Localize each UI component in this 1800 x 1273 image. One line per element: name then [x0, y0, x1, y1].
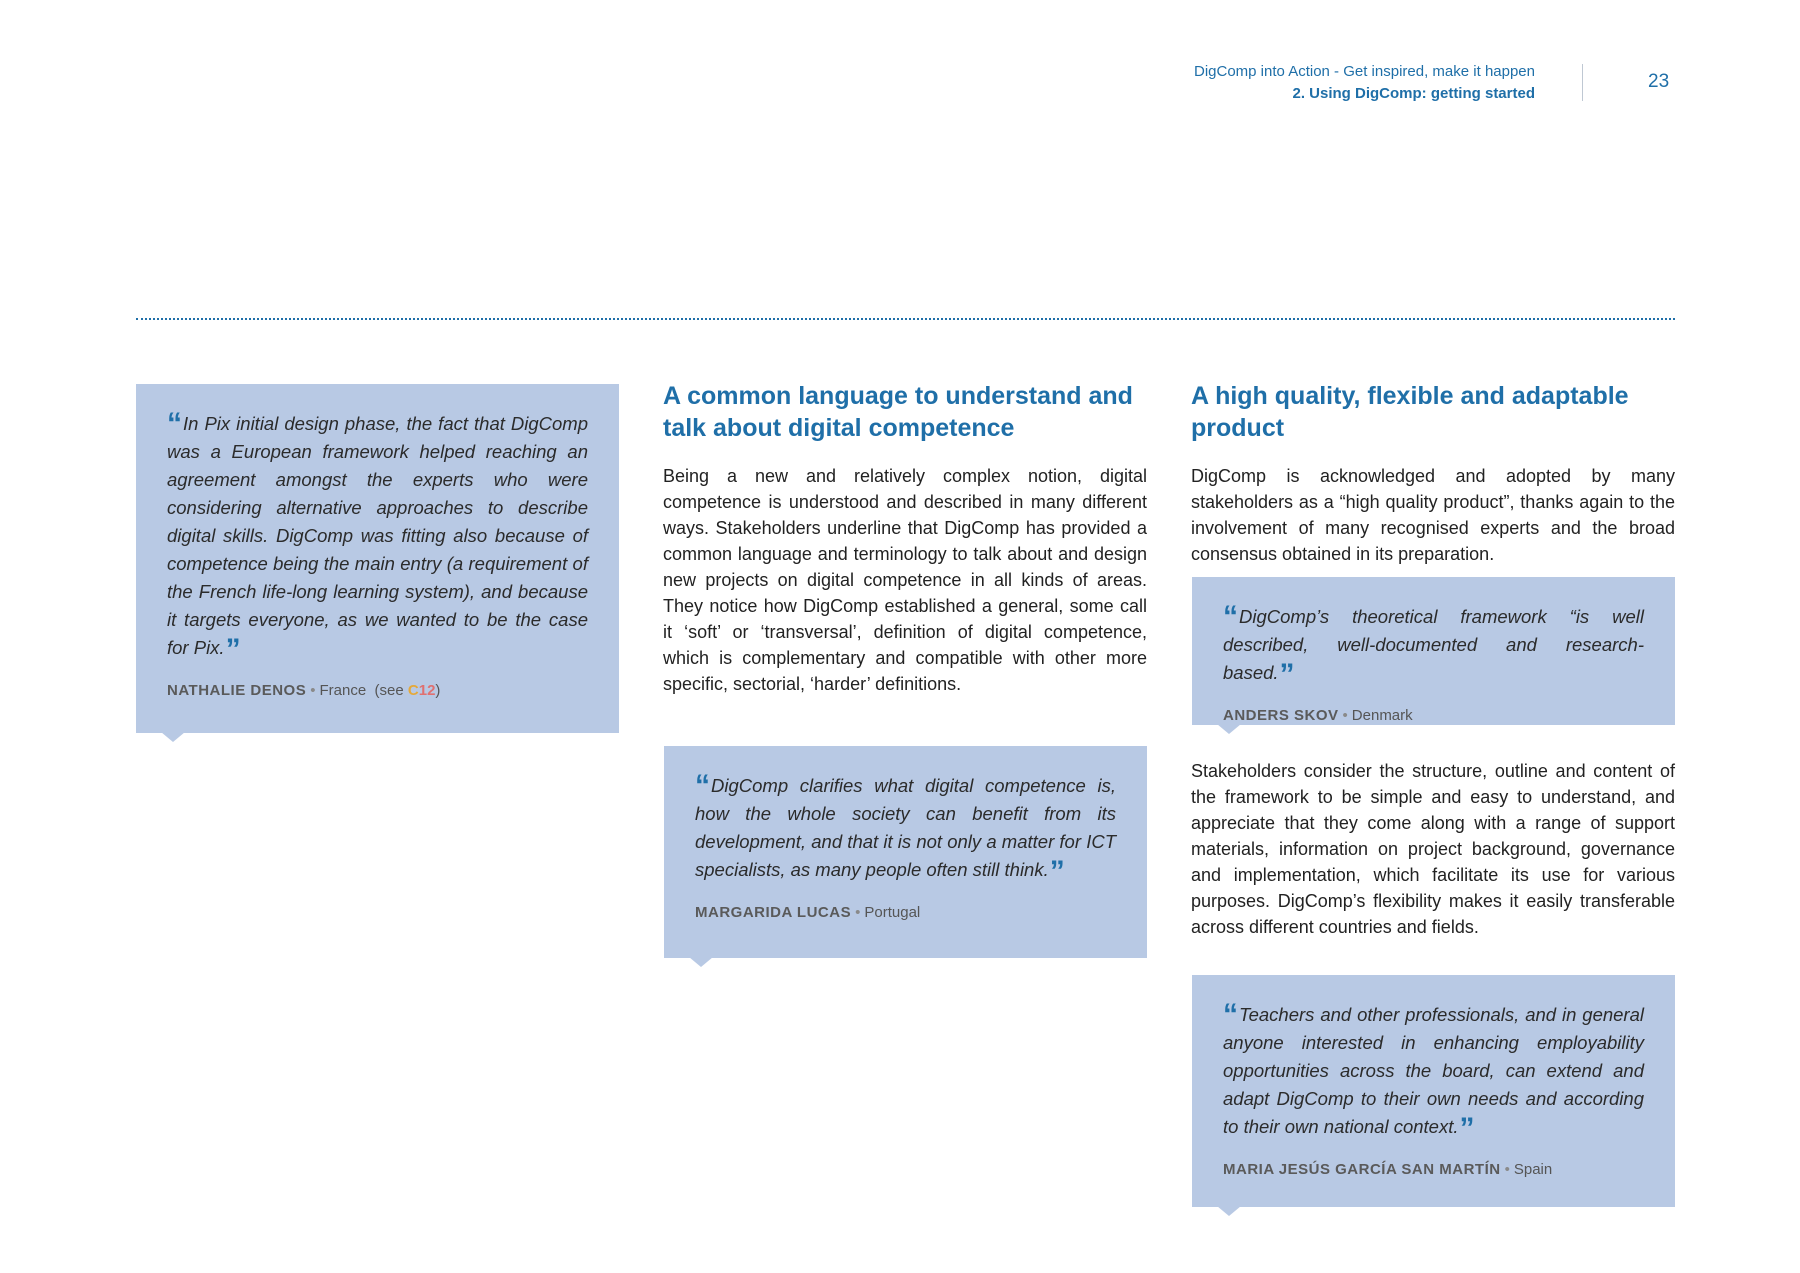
- quote-box-lucas: [664, 746, 1147, 958]
- page-number: 23: [1648, 71, 1670, 92]
- header-divider: [1582, 64, 1583, 101]
- open-quote-icon: “: [1223, 600, 1238, 633]
- attribution-name: NATHALIE DENOS: [167, 682, 307, 699]
- attribution-name: MARIA JESÚS GARCÍA SAN MARTÍN: [1223, 1161, 1501, 1178]
- open-quote-icon: “: [1223, 998, 1238, 1031]
- attribution-name: ANDERS SKOV: [1223, 707, 1339, 724]
- close-quote-icon: ”: [225, 633, 241, 666]
- body-paragraph: Stakeholders consider the structure, outline and content of the framework to be simple and easy to understand, and appreciate that they come along with a range of support materials, information on project background, governance and implementation, which facilitate its use for various purposes. DigComp’s flexibility makes it easily transferable across different countries and fields.: [1191, 761, 1675, 937]
- attribution-country: Portugal: [864, 904, 921, 921]
- running-header: [1194, 61, 1535, 105]
- quote-box-garcia: [1192, 975, 1675, 1207]
- dotted-divider: [136, 318, 1675, 320]
- quote-attribution: [695, 904, 1116, 921]
- open-quote-icon: “: [695, 769, 710, 802]
- bullet-separator: •: [1342, 707, 1348, 724]
- quote-text: “DigComp clarifies what digital competence is, how the whole society can benefit from its development, and that it is not only a matter for ICT specialists, as many people often still think.”: [695, 769, 1116, 888]
- attribution-country: Denmark: [1351, 707, 1413, 724]
- quote-text: “Teachers and other professionals, and in general anyone interested in enhancing employability opportunities across the board, can extend and adapt DigComp to their own needs and according to their own national context.”: [1223, 998, 1644, 1145]
- section-heading-common-language: A common language to understand and talk about digital competence: [663, 382, 1133, 442]
- close-quote-icon: ”: [1459, 1112, 1475, 1145]
- bullet-separator: •: [855, 904, 861, 921]
- close-quote-icon: ”: [1049, 855, 1065, 888]
- quote-text: “In Pix initial design phase, the fact that DigComp was a European framework helped reaching an agreement amongst the experts who were considering alternative approaches to describe digital skills. DigComp was fitting also because of competence being the main entry (a requirement of the French life-long learning system), and because it targets everyone, as we wanted to be the case for Pix.”: [167, 407, 588, 666]
- close-quote-icon: ”: [1279, 658, 1295, 691]
- quote-box-pix: [136, 384, 619, 733]
- quote-attribution: [1223, 707, 1644, 724]
- section-title: 2. Using DigComp: getting started: [1292, 85, 1535, 102]
- body-paragraph: DigComp is acknowledged and adopted by many stakeholders as a “high quality product”, thanks again to the involvement of many recognised experts and the broad consensus obtained in its preparation.: [1191, 466, 1675, 564]
- attribution-name: MARGARIDA LUCAS: [695, 904, 852, 921]
- body-paragraph: Being a new and relatively complex notion, digital competence is understood and described in many different ways. Stakeholders underline that DigComp has provided a common language and terminology to talk about and design new projects on digital competence in all kinds of areas. They notice how DigComp established a general, some call it ‘soft’ or ‘transversal’, definition of digital competence, which is complementary and compatible with other more specific, sectorial, ‘harder’ definitions.: [663, 466, 1147, 694]
- attribution-country: Spain: [1513, 1161, 1553, 1178]
- quote-box-skov: [1192, 577, 1675, 725]
- document-title: DigComp into Action - Get inspired, make it happen: [1193, 63, 1535, 80]
- bullet-separator: •: [310, 682, 316, 699]
- section-heading-high-quality: A high quality, flexible and adaptable product: [1191, 382, 1629, 442]
- quote-attribution: [1223, 1161, 1644, 1178]
- attribution-country: France: [319, 682, 367, 699]
- open-quote-icon: “: [167, 407, 182, 440]
- quote-text: “DigComp’s theoretical framework “is well described, well-documented and research-based.”: [1223, 600, 1644, 691]
- case-reference-link[interactable]: (see C12): [374, 682, 441, 699]
- bullet-separator: •: [1504, 1161, 1510, 1178]
- quote-attribution: [167, 682, 588, 699]
